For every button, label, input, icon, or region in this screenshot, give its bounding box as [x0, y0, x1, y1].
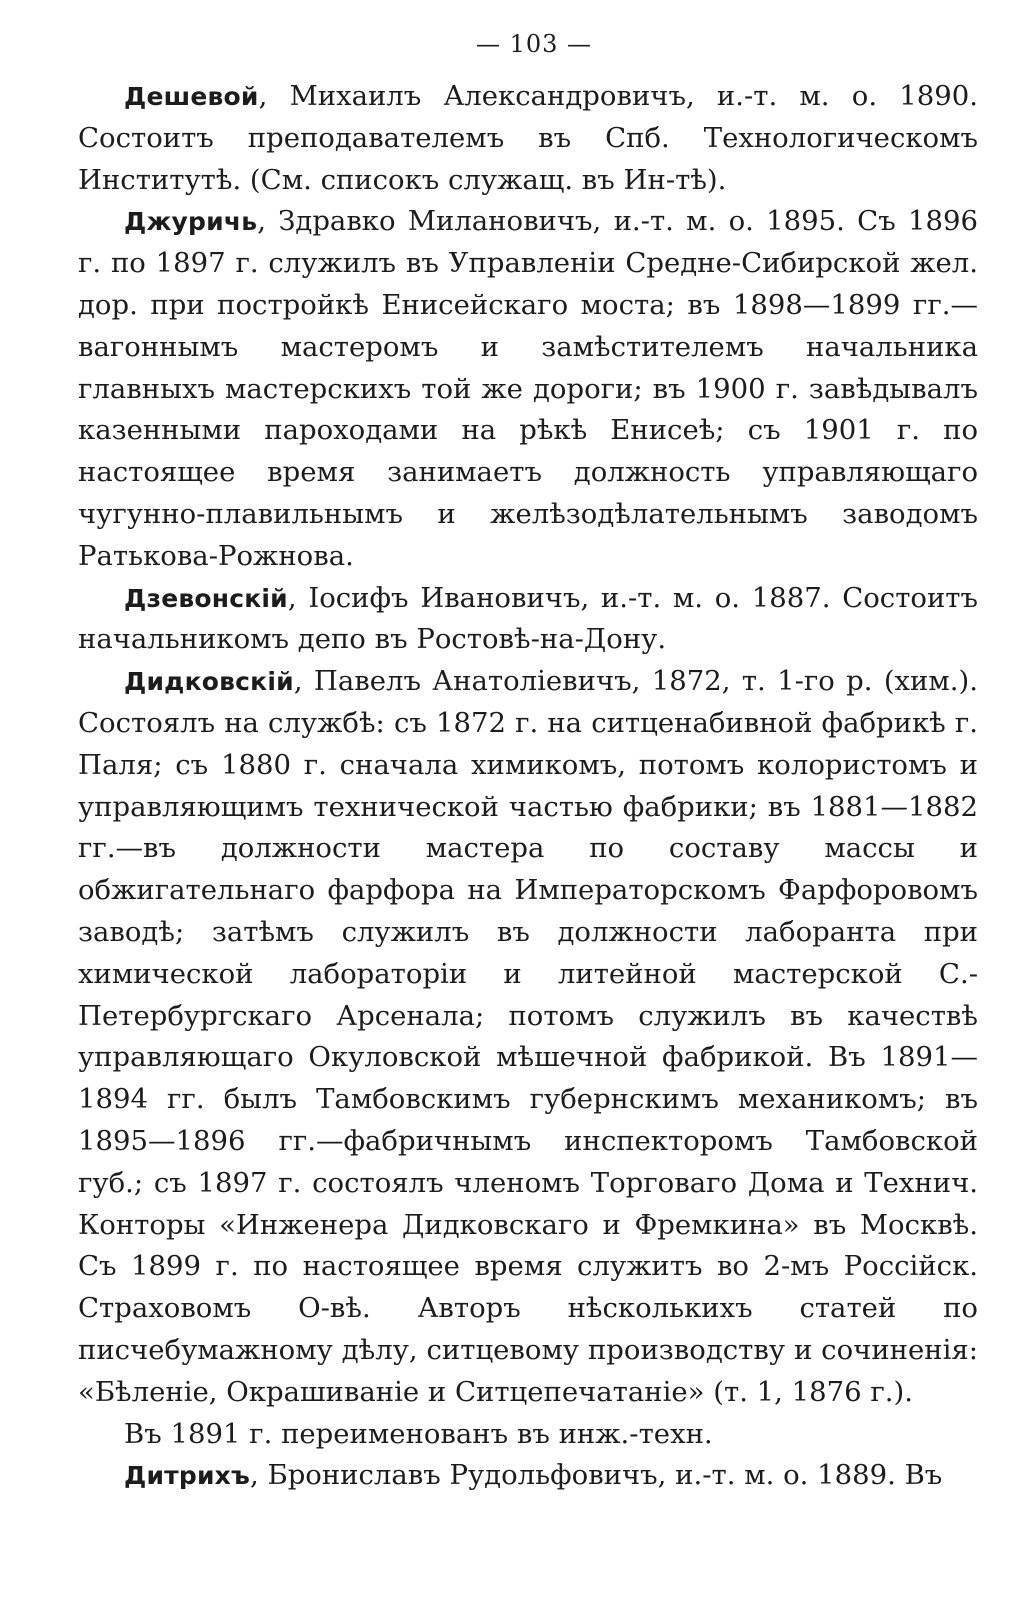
- entry-deshevoy: [78, 76, 978, 201]
- entry-text: , Іосифъ Ивановичъ, и.-т. м. о. 1887. Состоитъ начальникомъ депо въ Ростовѣ-на-Дону.: [78, 581, 978, 656]
- entry-text: Въ 1891 г. переименованъ въ инж.-техн.: [124, 1417, 713, 1450]
- entry-text: , Здравко Милановичъ, и.-т. м. о. 1895. Съ 1896 г. по 1897 г. служилъ въ Управленіи Средне-Сибирской жел. дор. при постройкѣ Енисейскаго моста; въ 1898—1899 гг.— вагоннымъ мастеромъ и замѣстителемъ начальника главныхъ мастерскихъ той же дороги; въ 1900 г. завѣдывалъ казенными пароходами на рѣкѣ Енисеѣ; съ 1901 г. по настоящее время занимаетъ должность управляющаго чугунно-плавильнымъ и желѣзодѣлательнымъ заводомъ Ратькова-Рожнова.: [78, 205, 978, 572]
- entry-name: Дидковскій: [124, 667, 294, 697]
- entry-text: , Брониславъ Рудольфовичъ, и.-т. м. о. 1889. Въ: [250, 1459, 943, 1492]
- entry-name: Джуричь: [124, 207, 258, 237]
- entry-dzhurich: [78, 201, 978, 577]
- page-number: — 103 —: [475, 30, 593, 58]
- entry-name: Дитрихъ: [124, 1461, 250, 1491]
- entry-text: , Михаилъ Александровичъ, и.-т. м. о. 1890. Состоитъ преподавателемъ въ Спб. Технологическомъ Институтѣ. (См. списокъ служащ. въ Ин-тѣ).: [78, 80, 978, 196]
- entry-name: Дешевой: [124, 82, 259, 111]
- entry-dzevonsky: [78, 578, 978, 662]
- entry-didkovsky: [78, 661, 978, 1413]
- entry-ditrikh: [78, 1455, 978, 1497]
- entry-text: , Павелъ Анатоліевичъ, 1872, т. 1-го р. (хим.). Состоялъ на службѣ: съ 1872 г. на ситценабивной фабрикѣ г. Паля; съ 1880 г. сначала химикомъ, потомъ колористомъ и управляющимъ технической частью фабрики; въ 1881—1882 гг.—въ должности мастера по составу массы и обжигательнаго фарфора на Императорскомъ Фарфоровомъ заводѣ; затѣмъ служилъ въ должности лаборанта при химической лабораторіи и литейной мастерской С.-Петербургскаго Арсенала; потомъ служилъ въ качествѣ управляющаго Окуловской мѣшечной фабрикой. Въ 1891—1894 гг. былъ Тамбовскимъ губернскимъ механикомъ; въ 1895—1896 гг.—фабричнымъ инспекторомъ Тамбовской губ.; съ 1897 г. состоялъ членомъ Торговаго Дома и Технич. Конторы «Инженера Дидковскаго и Фремкина» въ Москвѣ. Съ 1899 г. по настоящее время служитъ во 2-мъ Россійск. Страховомъ О-вѣ. Авторъ нѣсколькихъ статей по писчебумажному дѣлу, ситцевому производству и сочиненія: «Бѣленіе, Окрашиваніе и Ситцепечатаніе» (т. 1, 1876 г.).: [78, 665, 978, 1408]
- entry-name: Дзевонскій: [124, 583, 288, 613]
- entry-note-renamed: [78, 1414, 978, 1456]
